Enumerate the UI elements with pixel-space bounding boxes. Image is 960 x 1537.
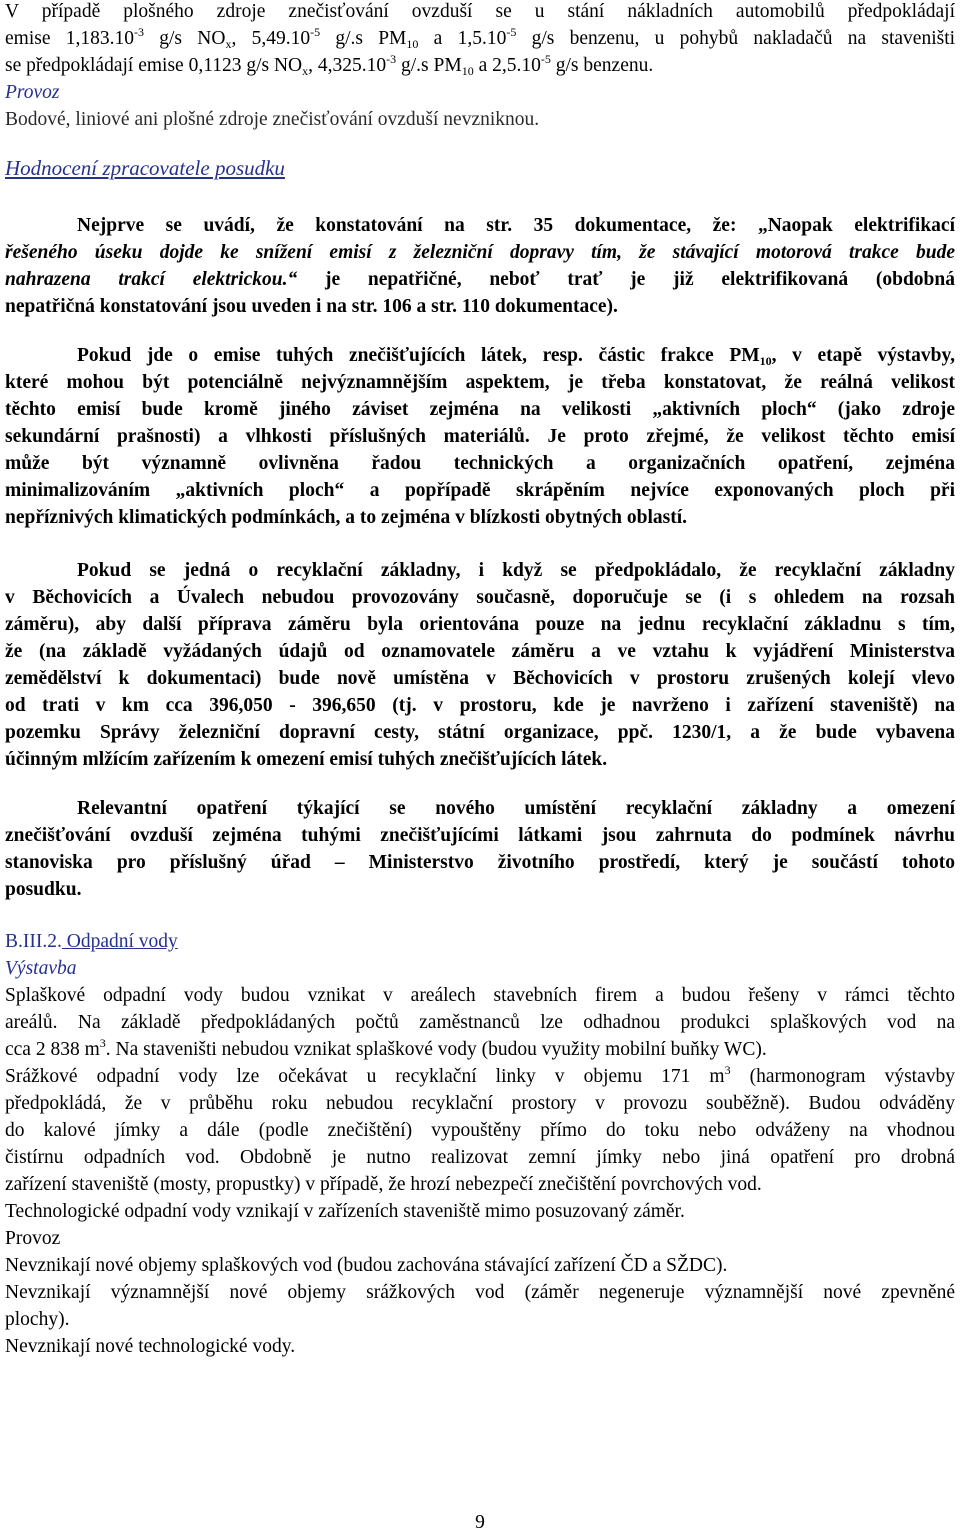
text-line: Srážkové odpadní vody lze očekávat u recyklační linky v objemu 171 $m^3$ (harmonogram výstavby bbox=[5, 1063, 955, 1087]
text-line: stanoviska pro příslušný úřad – Ministerstvo životního prostředí, který je součástí tohoto bbox=[5, 852, 955, 873]
text-line: do kalové jímky a dále (podle znečištění) vypouštěny přímo do toku nebo odváženy na vhodnou bbox=[5, 1120, 955, 1141]
text-line: nepatřičná konstatování jsou uveden i na str. 106 a str. 110 dokumentace). bbox=[5, 296, 618, 317]
section-odpadni-vody bbox=[5, 928, 955, 1360]
text-line: V případě plošného zdroje znečisťování ovzduší se u stání nákladních automobilů předpokládají bbox=[5, 1, 955, 22]
intro-paragraph bbox=[5, 0, 955, 133]
text-line: řešeného úseku dojde ke snížení emisí z železniční dopravy tím, že stávající motorová trakce bude bbox=[5, 242, 955, 263]
text-line: čistírnu odpadních vod. Obdobně je nutno realizovat zemní jímky nebo jiná opatření pro drobná bbox=[5, 1147, 955, 1168]
paragraph-1 bbox=[5, 212, 955, 320]
text-line: znečišťování ovzduší zejména tuhými znečišťujícími látkami jsou zahrnuta do podmínek návrhu bbox=[5, 825, 955, 846]
provoz-label: Provoz bbox=[5, 1228, 61, 1249]
text-line: Nevznikají nové objemy splaškových vod (budou zachována stávající zařízení ČD a SŽDC). bbox=[5, 1255, 728, 1276]
heading-text: Hodnocení zpracovatele posudku bbox=[5, 156, 285, 180]
text-line: které mohou být potenciálně nejvýznamnějším aspektem, je třeba konstatovat, že reálná velikost bbox=[5, 372, 955, 393]
section-heading bbox=[5, 155, 955, 182]
text-line: sekundární prašnosti) a vlhkosti příslušných materiálů. Je proto zřejmé, že velikost těchto emisí bbox=[5, 426, 955, 447]
vystavba-label: Výstavba bbox=[5, 958, 77, 979]
text-line: zemědělství k dokumentaci) bude nově umístěna v Běchovicích v prostoru zrušených kolejí vlevo bbox=[5, 668, 955, 689]
provoz-label: Provoz bbox=[5, 82, 60, 103]
text-line: Pokud se jedná o recyklační základny, i když se předpokládalo, že recyklační základny bbox=[77, 560, 955, 581]
text-line: minimalizováním „aktivních ploch“ a popřípadě skrápěním nejvíce exponovaných ploch při bbox=[5, 480, 955, 501]
text-line: se předpokládají emise 0,1123 g/s $NO_x$, $4,325.10^{-3}$ g/.s $PM_{10}$ a $2,5.10^{-5}$ g/s benzenu. bbox=[5, 52, 654, 78]
text-line: areálů. Na základě předpokládaných počtů zaměstnanců lze odhadnou produkci splaškových vod na bbox=[5, 1012, 955, 1033]
text-line: cca 2 838 $m^3$. Na staveništi nebudou vznikat splaškové vody (budou využity mobilní buňky WC). bbox=[5, 1036, 767, 1060]
text-line: plochy). bbox=[5, 1309, 70, 1330]
paragraph-4 bbox=[5, 795, 955, 903]
text-line: Nevznikají významnější nové objemy srážkových vod (záměr negeneruje významnější nové zpevněné bbox=[5, 1282, 955, 1303]
text-line: Technologické odpadní vody vznikají v zařízeních staveniště mimo posuzovaný záměr. bbox=[5, 1201, 685, 1222]
text-line: Nejprve se uvádí, že konstatování na str. 35 dokumentace, že: „Naopak elektrifikací bbox=[77, 215, 955, 236]
text-line: Splaškové odpadní vody budou vznikat v areálech stavebních firem a budou řešeny v rámci těchto bbox=[5, 985, 955, 1006]
text-line: Pokud jde o emise tuhých znečišťujících látek, resp. částic frakce $PM_{10}$, v etapě výstavby, bbox=[77, 345, 955, 368]
paragraph-2 bbox=[5, 342, 955, 531]
text-line: v Běchovicích a Úvalech nebudou provozovány současně, doporučuje se (i s ohledem na rozsah bbox=[5, 587, 955, 608]
text-line: může být významně ovlivněna řadou technických a organizačních opatření, zejména bbox=[5, 453, 955, 474]
text-line: zařízení staveniště (mosty, propustky) v případě, že hrozí nebezpečí znečištění povrchových vod. bbox=[5, 1174, 762, 1195]
text-line: Relevantní opatření týkající se nového umístění recyklační základny a omezení bbox=[77, 798, 955, 819]
text-line: záměru), aby další příprava záměru byla orientována pouze na jednu recyklační základnu s tím, bbox=[5, 614, 955, 635]
text-line: Nevznikají nové technologické vody. bbox=[5, 1336, 296, 1357]
text-line: účinným mlžícím zařízením k omezení emisí tuhých znečišťujících látek. bbox=[5, 749, 608, 770]
text-line: že (na základě vyžádaných údajů od oznamovatele záměru a ve vztahu k vyjádření Ministerstva bbox=[5, 641, 955, 662]
text-line: nepříznivých klimatických podmínkách, a to zejména v blízkosti obytných oblastí. bbox=[5, 507, 688, 528]
paragraph-3 bbox=[5, 557, 955, 773]
text-line: emise $1,183.10^{-3}$ g/s $NO_x$, $5,49.10^{-5}$ g/.s $PM_{10}$ a $1,5.10^{-5}$ g/s benzenu, u pohybů nakladačů na staveništi bbox=[5, 25, 956, 51]
page-number: 9 bbox=[475, 1512, 485, 1533]
text-line: od trati v km cca 396,050 - 396,650 (tj. v prostoru, kde je navrženo i zařízení staveniště) na bbox=[5, 695, 955, 716]
text-line: nahrazena trakcí elektrickou.“ je nepatřičné, neboť trať je již elektrifikovaná (obdobná bbox=[5, 269, 955, 290]
text-line: předpokládá, že v průběhu roku nebudou recyklační prostory v provozu souběžně). Budou odváděny bbox=[5, 1093, 955, 1114]
text-line: Bodové, liniové ani plošné zdroje znečisťování ovzduší nevzniknou. bbox=[5, 109, 540, 130]
section-title: B.III.2. Odpadní vody bbox=[5, 931, 178, 952]
text-line: posudku. bbox=[5, 879, 82, 900]
text-line: pozemku Správy železniční dopravní cesty, státní organizace, ppč. 1230/1, a že bude vybavena bbox=[5, 722, 955, 743]
text-line: těchto emisí bude kromě jiného záviset zejména na velikosti „aktivních ploch“ (jako zdroje bbox=[5, 399, 955, 420]
